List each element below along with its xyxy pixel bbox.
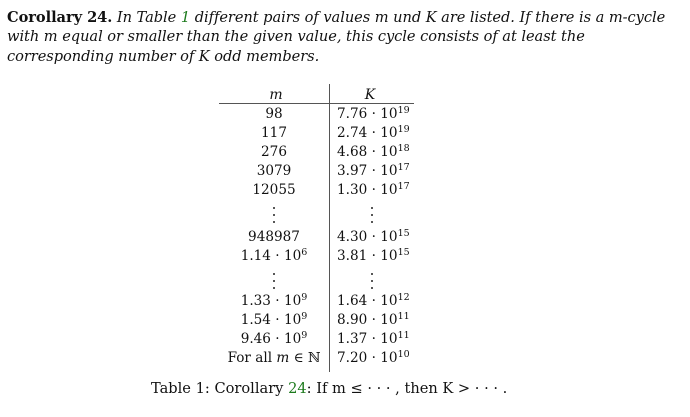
corollary-text-before: In Table [116, 9, 177, 26]
corollary-ref-link[interactable]: 24 [288, 380, 307, 397]
header-rule [219, 103, 414, 104]
times-symbol: · [371, 229, 376, 245]
times-symbol: · [275, 293, 280, 309]
table-cell-m: 98 [265, 106, 283, 122]
m-mantissa: 1.54 [240, 312, 271, 328]
k-mantissa: 2.74 [337, 125, 368, 141]
vertical-ellipsis-m [271, 207, 277, 223]
k-mantissa: 1.64 [337, 293, 368, 309]
k-exponent: 18 [397, 143, 410, 154]
k-exponent: 19 [397, 124, 410, 135]
corollary-text-after: different pairs of values m und K are listed. If there is a m-cycle with m equal or smaller than the given value, this cycle consists of at least the corresponding number of K odd members. [7, 9, 666, 65]
vertical-ellipsis-m [271, 273, 277, 289]
ten-base: 10 [380, 125, 398, 141]
table-cell-m: 948987 [248, 229, 300, 245]
table-cell-k [337, 312, 417, 328]
corollary-paragraph [7, 8, 683, 66]
k-exponent: 15 [397, 228, 410, 239]
times-symbol: · [371, 125, 376, 141]
ten-base: 10 [380, 293, 398, 309]
k-mantissa: 1.30 [337, 182, 368, 198]
ten-base: 10 [380, 163, 398, 179]
header-k: K [364, 87, 376, 103]
times-symbol: · [275, 248, 280, 264]
table-cell-k [337, 106, 417, 122]
table-cell-k [337, 350, 417, 366]
k-mantissa: 3.81 [337, 248, 368, 264]
k-exponent: 15 [397, 247, 410, 258]
k-mantissa: 1.37 [337, 331, 368, 347]
corollary-label: Corollary 24. [7, 9, 113, 26]
ten-base: 10 [380, 182, 398, 198]
ten-base: 10 [380, 331, 398, 347]
table-cell-k [337, 163, 417, 179]
ten-base: 10 [283, 312, 302, 328]
natural-set: ∈ ℕ [293, 350, 321, 366]
k-mantissa: 7.20 [337, 350, 368, 366]
ten-base: 10 [283, 293, 302, 309]
table-ref-link[interactable]: 1 [180, 9, 191, 26]
caption-label: Table 1: [151, 380, 210, 397]
times-symbol: · [371, 106, 376, 122]
k-exponent: 10 [397, 349, 410, 360]
k-mantissa: 8.90 [337, 312, 368, 328]
times-symbol: · [371, 293, 376, 309]
m-exponent: 6 [301, 247, 308, 258]
times-symbol: · [371, 312, 376, 328]
table-cell-k [337, 182, 417, 198]
k-mantissa: 7.76 [337, 106, 368, 122]
header-m: m [269, 87, 283, 103]
table-cell-k [337, 331, 417, 347]
k-exponent: 19 [397, 105, 410, 116]
times-symbol: · [275, 312, 280, 328]
table-cell-m [219, 312, 329, 328]
vertical-ellipsis-k [369, 273, 375, 289]
times-symbol: · [371, 248, 376, 264]
m-mantissa: 9.46 [240, 331, 271, 347]
ten-base: 10 [283, 248, 302, 264]
table-cell-k [337, 229, 417, 245]
k-mantissa: 4.30 [337, 229, 368, 245]
k-exponent: 12 [397, 292, 410, 303]
table-cell-m [219, 248, 329, 264]
k-exponent: 17 [397, 181, 410, 192]
ten-base: 10 [380, 106, 398, 122]
times-symbol: · [371, 144, 376, 160]
table-cell-m [219, 293, 329, 309]
ten-base: 10 [380, 248, 398, 264]
k-exponent: 17 [397, 162, 410, 173]
m-mantissa: 1.14 [240, 248, 271, 264]
k-exponent: 11 [397, 311, 410, 322]
table-cell-k [337, 125, 417, 141]
table-cell-m: 12055 [252, 182, 296, 198]
table-cell-m: 276 [261, 144, 287, 160]
ten-base: 10 [283, 331, 302, 347]
for-all-text: For all [227, 350, 273, 366]
table-cell-k [337, 248, 417, 264]
column-divider [329, 84, 330, 372]
caption-corollary-word: Corollary [214, 380, 284, 397]
table-cell-k [337, 144, 417, 160]
table-cell-m [219, 350, 329, 366]
table-cell-m [219, 331, 329, 347]
ten-base: 10 [380, 144, 398, 160]
m-exponent: 9 [301, 311, 308, 322]
ten-base: 10 [380, 350, 398, 366]
ten-base: 10 [380, 229, 398, 245]
m-variable: m [276, 350, 290, 366]
m-exponent: 9 [301, 292, 308, 303]
times-symbol: · [371, 182, 376, 198]
ten-base: 10 [380, 312, 398, 328]
values-table [219, 84, 414, 370]
caption-text: : If m ≤ · · · , then K > · · · . [306, 380, 508, 397]
table-cell-k [337, 293, 417, 309]
times-symbol: · [371, 350, 376, 366]
m-exponent: 9 [301, 330, 308, 341]
times-symbol: · [371, 331, 376, 347]
m-mantissa: 1.33 [240, 293, 271, 309]
table-cell-m: 117 [261, 125, 287, 141]
k-mantissa: 4.68 [337, 144, 368, 160]
times-symbol: · [275, 331, 280, 347]
table-cell-m: 3079 [256, 163, 292, 179]
table-caption [151, 380, 507, 397]
times-symbol: · [371, 163, 376, 179]
k-mantissa: 3.97 [337, 163, 368, 179]
k-exponent: 11 [397, 330, 410, 341]
vertical-ellipsis-k [369, 207, 375, 223]
